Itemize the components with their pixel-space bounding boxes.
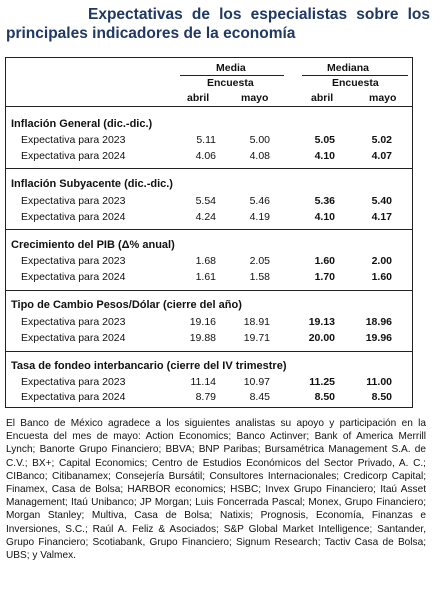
cell-media-abril: 8.79: [195, 391, 216, 403]
cell-mediana-mayo: 19.96: [365, 332, 392, 344]
row-label: Expectativa para 2023: [21, 255, 126, 267]
row-label: Expectativa para 2023: [21, 195, 126, 207]
row-label: Expectativa para 2024: [21, 332, 126, 344]
cell-media-mayo: 10.97: [243, 376, 270, 388]
table-row: [6, 150, 414, 164]
table-row: [6, 134, 414, 148]
section-divider: [6, 351, 412, 352]
cell-mediana-mayo: 8.50: [371, 391, 392, 403]
cell-media-abril: 4.24: [195, 211, 216, 223]
col-header-media-mayo: mayo: [241, 92, 269, 104]
row-label: Expectativa para 2024: [21, 211, 126, 223]
cell-mediana-mayo: 2.00: [371, 255, 392, 267]
cell-mediana-abril: 1.60: [314, 255, 335, 267]
cell-mediana-abril: 5.36: [314, 195, 335, 207]
cell-mediana-mayo: 5.40: [371, 195, 392, 207]
table-row: [6, 376, 414, 390]
row-label: Expectativa para 2024: [21, 150, 126, 162]
cell-media-abril: 1.61: [195, 271, 216, 283]
col-header-media-abril: abril: [187, 92, 210, 104]
table-row: [6, 391, 414, 405]
col-header-mediana-mayo: mayo: [369, 92, 397, 104]
cell-mediana-abril: 1.70: [314, 271, 335, 283]
cell-media-mayo: 2.05: [249, 255, 270, 267]
cell-mediana-mayo: 4.17: [371, 211, 392, 223]
cell-mediana-abril: 8.50: [314, 391, 335, 403]
table-row: [6, 271, 414, 285]
cell-media-abril: 11.14: [190, 376, 216, 388]
cell-mediana-mayo: 18.96: [365, 316, 392, 328]
cell-media-mayo: 18.91: [243, 316, 270, 328]
row-label: Expectativa para 2024: [21, 271, 126, 283]
subheader-encuesta-media: Encuesta: [207, 77, 254, 89]
cell-mediana-mayo: 4.07: [371, 150, 392, 162]
section-title: Tipo de Cambio Pesos/Dólar (cierre del año): [11, 299, 242, 311]
table-row: [6, 211, 414, 225]
acknowledgement-paragraph: El Banco de México agradece a los siguientes analistas su apoyo y participación en la Encuesta del mes de mayo: Action Economics; Banco Actinver; Bank of America Merrill Lynch; Banorte Grupo Financiero; BBVA; BNP Paribas; Bursamétrica Management S.A. de C.V.; BX+; Capital Economics; Centro de Estudios Económicos del Sector Privado, A. C.; CIBanco; Citibanamex; Consejería Bursátil; Consultores Internacionales; Credicorp Capital; Finamex, Casa de Bolsa; HARBOR economics; HSBC; Invex Grupo Financiero; Itaú Asset Management; Itaú Unibanco; JP Morgan; Luis Foncerrada Pascal; Monex, Grupo Financiero; Morgan Stanley; Multiva, Casa de Bolsa; Natixis; Prognosis, Economía, Finanzas e Inversiones, S.C.; Raúl A. Feliz & Asociados; S&P Global Market Intelligence; Santander, Grupo Financiero; Scotiabank, Grupo Financiero; Signum Research; Tactiv Casa de Bolsa; UBS; y Valmex.: [6, 418, 426, 562]
group-underline-media: [180, 75, 284, 76]
section-divider: [6, 168, 412, 169]
col-header-mediana-abril: abril: [311, 92, 334, 104]
cell-media-mayo: 4.08: [249, 150, 270, 162]
cell-mediana-mayo: 5.02: [371, 134, 392, 146]
row-label: Expectativa para 2023: [21, 376, 126, 388]
cell-media-mayo: 8.45: [249, 391, 270, 403]
cell-mediana-abril: 11.25: [309, 376, 335, 388]
title-line-1: Expectativas de los especialistas sobre los: [88, 6, 430, 23]
cell-mediana-abril: 4.10: [314, 150, 335, 162]
cell-media-mayo: 5.00: [249, 134, 270, 146]
group-header-mediana: Mediana: [327, 62, 370, 74]
cell-mediana-abril: 4.10: [314, 211, 335, 223]
section-title: Inflación Subyacente (dic.-dic.): [11, 178, 173, 190]
cell-media-abril: 5.11: [196, 134, 216, 146]
row-label: Expectativa para 2023: [21, 316, 126, 328]
cell-media-mayo: 1.58: [249, 271, 270, 283]
section-divider: [6, 229, 412, 230]
cell-media-mayo: 19.71: [243, 332, 270, 344]
cell-media-abril: 19.88: [189, 332, 216, 344]
cell-media-mayo: 5.46: [249, 195, 270, 207]
cell-media-abril: 4.06: [195, 150, 216, 162]
table-row: [6, 316, 414, 330]
cell-media-abril: 19.16: [189, 316, 216, 328]
section-title: Inflación General (dic.-dic.): [11, 118, 153, 130]
row-label: Expectativa para 2024: [21, 391, 126, 403]
document-title: [6, 5, 430, 43]
cell-mediana-abril: 19.13: [308, 316, 335, 328]
cell-mediana-abril: 20.00: [308, 332, 335, 344]
cell-media-abril: 5.54: [195, 195, 216, 207]
cell-mediana-mayo: 1.60: [371, 271, 392, 283]
table-row: [6, 332, 414, 346]
group-underline-mediana: [302, 75, 408, 76]
table-row: [6, 255, 414, 269]
row-label: Expectativa para 2023: [21, 134, 126, 146]
subheader-encuesta-mediana: Encuesta: [332, 77, 379, 89]
title-line-2: principales indicadores de la economía: [6, 25, 296, 42]
cell-mediana-mayo: 11.00: [366, 376, 392, 388]
cell-media-abril: 1.68: [195, 255, 216, 267]
expectations-table: [5, 57, 413, 408]
cell-mediana-abril: 5.05: [314, 134, 335, 146]
header-divider: [6, 106, 412, 107]
section-title: Tasa de fondeo interbancario (cierre del IV trimestre): [11, 360, 287, 372]
cell-media-mayo: 4.19: [249, 211, 270, 223]
group-header-media: Media: [216, 62, 246, 74]
table-row: [6, 195, 414, 209]
section-divider: [6, 290, 412, 291]
section-title: Crecimiento del PIB (Δ% anual): [11, 239, 175, 251]
